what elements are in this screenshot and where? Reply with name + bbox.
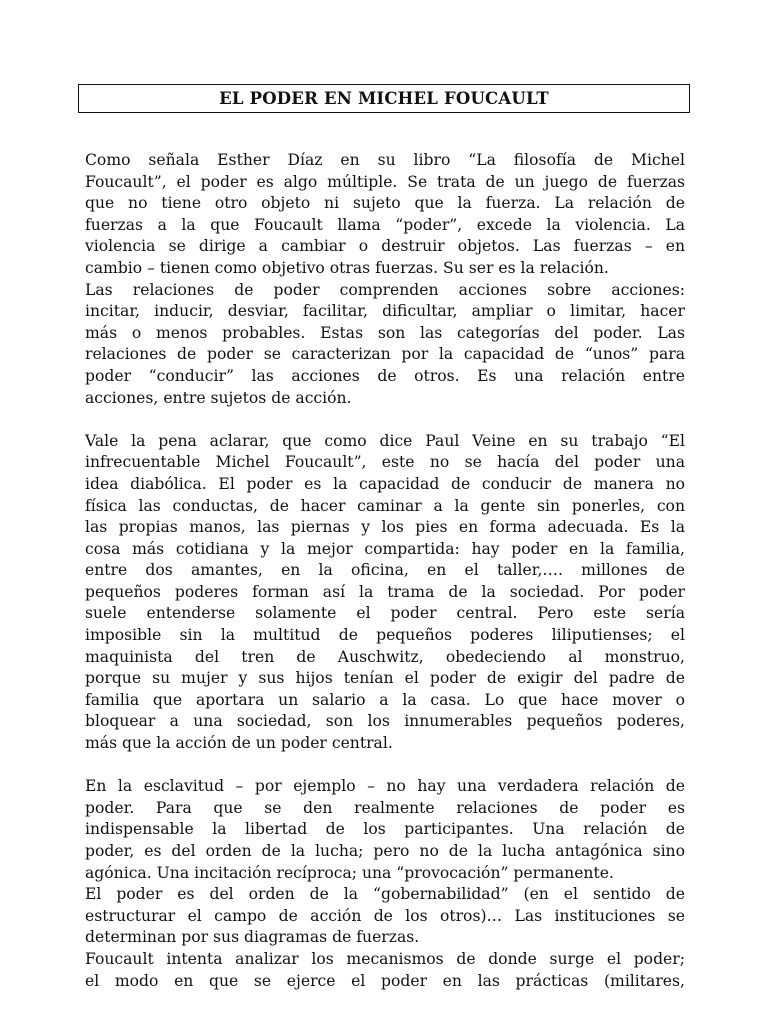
text-line: fuerzas a la que Foucault llama “poder”, excede la violencia. La bbox=[85, 215, 685, 234]
text-line: pequeños poderes forman así la trama de la sociedad. Por poder bbox=[85, 582, 685, 601]
document-body bbox=[85, 150, 685, 992]
text-line: El poder es del orden de la “gobernabilidad” (en el sentido de bbox=[85, 885, 685, 904]
paragraph bbox=[85, 884, 685, 949]
paragraph bbox=[85, 150, 685, 280]
text-line: el modo en que se ejerce el poder en las prácticas (militares, bbox=[85, 971, 685, 990]
text-line: imposible sin la multitud de pequeños poderes liliputienses; el bbox=[85, 626, 685, 645]
text-line: poder. Para que se den realmente relaciones de poder es bbox=[85, 798, 685, 817]
text-line: suele entenderse solamente el poder central. Pero este sería bbox=[85, 604, 685, 623]
text-line: infrecuentable Michel Foucault”, este no se hacía del poder una bbox=[85, 453, 685, 472]
text-line: estructurar el campo de acción de los otros)… Las instituciones se bbox=[85, 906, 685, 925]
text-line: Las relaciones de poder comprenden acciones sobre acciones: bbox=[85, 280, 685, 299]
text-line: que no tiene otro objeto ni sujeto que la fuerza. La relación de bbox=[85, 194, 685, 213]
text-line: Foucault”, el poder es algo múltiple. Se trata de un juego de fuerzas bbox=[85, 172, 685, 191]
text-line: cosa más cotidiana y la mejor compartida: hay poder en la familia, bbox=[85, 539, 685, 558]
text-line: En la esclavitud – por ejemplo – no hay una verdadera relación de bbox=[85, 777, 685, 796]
text-line: indispensable la libertad de los participantes. Una relación de bbox=[85, 820, 685, 839]
paragraph-gap bbox=[85, 755, 685, 777]
title-box bbox=[78, 84, 690, 113]
paragraph bbox=[85, 776, 685, 884]
text-line: Como señala Esther Díaz en su libro “La filosofía de Michel bbox=[85, 151, 685, 169]
text-line: entre dos amantes, en la oficina, en el taller,…. millones de bbox=[85, 561, 685, 580]
text-line: Vale la pena aclarar, que como dice Paul Veine en su trabajo “El bbox=[85, 431, 685, 450]
text-line: bloquear a una sociedad, son los innumerables pequeños poderes, bbox=[85, 712, 685, 731]
text-line: cambio – tienen como objetivo otras fuerzas. Su ser es la relación. bbox=[85, 258, 609, 277]
document-title: EL PODER EN MICHEL FOUCAULT bbox=[219, 89, 549, 108]
text-line: poder “conducir” las acciones de otros. Es una relación entre bbox=[85, 366, 685, 385]
text-line: poder, es del orden de la lucha; pero no de la lucha antagónica sino bbox=[85, 842, 685, 860]
text-line: violencia se dirige a cambiar o destruir objetos. Las fuerzas – en bbox=[85, 237, 685, 256]
text-line: las propias manos, las piernas y los pies en forma adecuada. Es la bbox=[85, 518, 685, 537]
text-line: idea diabólica. El poder es la capacidad de conducir de manera no bbox=[85, 474, 685, 493]
text-line: acciones, entre sujetos de acción. bbox=[85, 388, 352, 407]
text-line: familia que aportara un salario a la casa. Lo que hace mover o bbox=[85, 690, 685, 709]
text-line: agónica. Una incitación recíproca; una “provocación” permanente. bbox=[85, 863, 614, 882]
text-line: determinan por sus diagramas de fuerzas. bbox=[85, 928, 420, 947]
text-line: porque su mujer y sus hijos tenían el poder de exigir del padre de bbox=[85, 669, 685, 688]
text-line: física las conductas, de hacer caminar a la gente sin ponerles, con bbox=[85, 496, 685, 515]
paragraph bbox=[85, 280, 685, 410]
text-line: relaciones de poder se caracterizan por la capacidad de “unos” para bbox=[85, 345, 685, 364]
text-line: Foucault intenta analizar los mecanismos de donde surge el poder; bbox=[85, 949, 685, 968]
text-line: más o menos probables. Estas son las categorías del poder. Las bbox=[85, 323, 685, 342]
text-line: más que la acción de un poder central. bbox=[85, 734, 393, 753]
paragraph-gap bbox=[85, 409, 685, 431]
text-line: maquinista del tren de Auschwitz, obedeciendo al monstruo, bbox=[85, 647, 685, 666]
paragraph bbox=[85, 431, 685, 755]
paragraph bbox=[85, 949, 685, 992]
text-line: incitar, inducir, desviar, facilitar, dificultar, ampliar o limitar, hacer bbox=[85, 302, 685, 321]
